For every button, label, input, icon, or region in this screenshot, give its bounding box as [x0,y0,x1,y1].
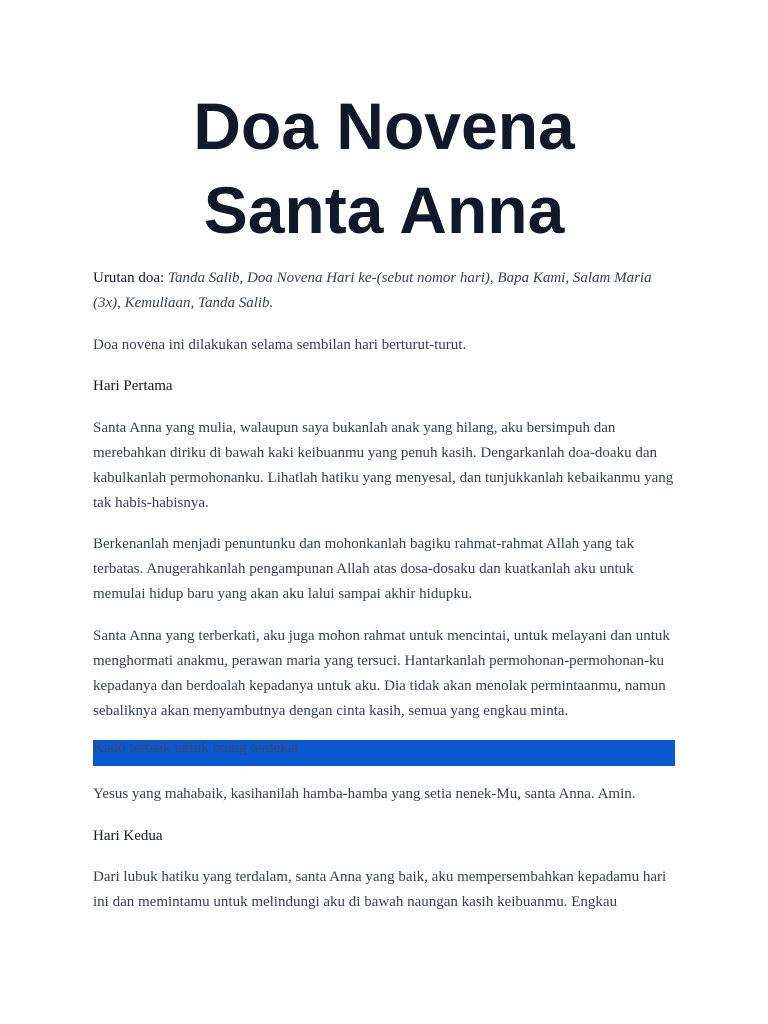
prayer-order-items: Tanda Salib, Doa Novena Hari ke-(sebut nomor hari), Bapa Kami, Salam Maria (3x), Kemuliaan, Tanda Salib. [93,270,652,311]
day-1-heading: Hari Pertama [93,378,173,394]
prayer-order-label: Urutan doa: [93,270,168,286]
day-2-heading: Hari Kedua [93,827,163,844]
ad-banner-link[interactable]: Kado terbaik untuk orang terdekat [93,740,675,766]
day-1-closing: Yesus yang mahabaik, kasihanilah hamba-hamba yang setia nenek-Mu, santa Anna. Amin. [93,786,636,802]
day-2-paragraph-1: Dari lubuk hatiku yang terdalam, santa Anna yang baik, aku mempersembahkan kepadamu hari ini dan memintamu untuk melindungi aku di bawah naungan kasih keibuanmu. Engkau [93,869,667,910]
title-line-2: Santa Anna [203,173,565,247]
day-1-paragraph-2: Berkenanlah menjadi penuntunku dan mohonkanlah bagiku rahmat-rahmat Allah yang tak terbatas. Anugerahkanlah pengampunan Allah atas dosa-dosaku dan kuatkanlah aku untuk memulai hidup baru yang akan aku lalui sampai akhir hidupku. [93,536,635,602]
prayer-order [93,266,675,316]
title-line-1: Doa Novena [193,89,575,163]
article-body [93,266,675,932]
page-title [0,84,768,252]
intro-paragraph: Doa novena ini dilakukan selama sembilan hari berturut-turut. [93,336,467,353]
day-1-paragraph-1: Santa Anna yang mulia, walaupun saya bukanlah anak yang hilang, aku bersimpuh dan merebahkan diriku di bawah kaki keibuanmu yang penuh kasih. Dengarkanlah doa-doaku dan kabulkanlah permohonanku. Lihatlah hatiku yang menyesal, dan tunjukkanlah kebaikanmu yang tak habis-habisnya. [93,419,674,511]
day-1-paragraph-3: Santa Anna yang terberkati, aku juga mohon rahmat untuk mencintai, untuk melayani dan untuk menghormati anakmu, perawan maria yang tersuci. Hantarkanlah permohonan-permohonan-ku kepadanya dan berdoalah kepadanya untuk aku. Dia tidak akan menolak permintaanmu, namun sebaliknya akan menyambutnya dengan cinta kasih, semua yang engkau minta. [93,627,670,719]
